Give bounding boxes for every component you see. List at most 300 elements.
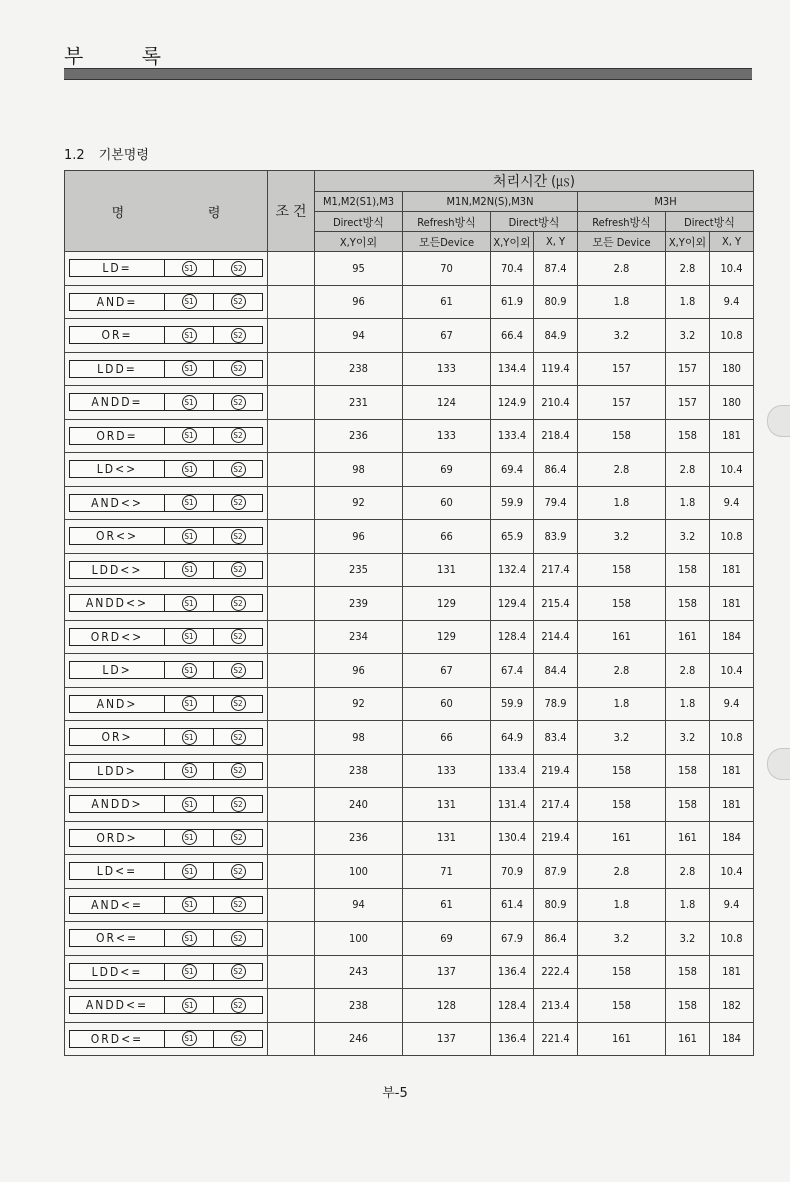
condition-cell [268,553,315,587]
time-value: 133 [403,352,491,386]
table-row [65,955,754,989]
condition-cell [268,721,315,755]
operand-s1 [165,662,214,678]
time-value: 131.4 [491,788,534,822]
operand-s1 [165,830,214,846]
time-value: 235 [315,553,403,587]
time-value: 137 [403,955,491,989]
time-value: 124.9 [491,386,534,420]
operand-s1 [165,562,214,578]
time-value: 59.9 [491,486,534,520]
refresh2-header: Refresh방식 [403,212,491,232]
command-cell [65,922,268,956]
time-value: 9.4 [710,888,754,922]
condition-cell [268,520,315,554]
time-value: 9.4 [710,285,754,319]
table-row [65,888,754,922]
operand-s2-label: S2 [231,931,246,946]
time-value: 158 [666,553,710,587]
command-name: AND> [70,696,165,712]
operand-s2 [214,461,262,477]
time-value: 59.9 [491,687,534,721]
time-value: 158 [666,587,710,621]
time-value: 66 [403,721,491,755]
col-header: X,Y이외 [491,232,534,252]
operand-s1 [165,260,214,276]
time-value: 3.2 [666,721,710,755]
operand-s2-label: S2 [231,428,246,443]
operand-s2-label: S2 [231,763,246,778]
time-value: 137 [403,1022,491,1056]
operand-s1 [165,796,214,812]
time-value: 181 [710,419,754,453]
operand-s1-label: S1 [182,763,197,778]
command-cell [65,252,268,286]
command-header: 명 령 [65,171,268,252]
command-name: LD= [70,260,165,276]
time-value: 238 [315,754,403,788]
time-value: 87.9 [534,855,578,889]
time-value: 128.4 [491,620,534,654]
time-value: 2.8 [666,654,710,688]
col-header: X,Y이외 [315,232,403,252]
time-value: 67 [403,319,491,353]
time-value: 2.8 [578,855,666,889]
operand-s2-label: S2 [231,964,246,979]
time-value: 124 [403,386,491,420]
time-value: 95 [315,252,403,286]
time-value: 67 [403,654,491,688]
time-value: 180 [710,352,754,386]
time-value: 210.4 [534,386,578,420]
operand-s1-label: S1 [182,328,197,343]
command-box [69,996,263,1014]
condition-cell [268,587,315,621]
time-value: 158 [666,989,710,1023]
command-name: ORD<> [70,629,165,645]
command-cell [65,955,268,989]
table-row [65,285,754,319]
time-value: 157 [666,386,710,420]
time-value: 3.2 [578,922,666,956]
operand-s1-label: S1 [182,730,197,745]
time-value: 236 [315,821,403,855]
operand-s2 [214,930,262,946]
time-value: 60 [403,486,491,520]
operand-s1-label: S1 [182,797,197,812]
operand-s2 [214,260,262,276]
operand-s2 [214,394,262,410]
group3-header: M3H [578,192,754,212]
operand-s2-label: S2 [231,562,246,577]
time-value: 181 [710,553,754,587]
command-box [69,527,263,545]
appendix-header: 부 록 [64,44,187,68]
operand-s2 [214,763,262,779]
table-row [65,520,754,554]
command-cell [65,520,268,554]
operand-s1 [165,863,214,879]
time-value: 129 [403,587,491,621]
time-value: 184 [710,821,754,855]
time-value: 157 [666,352,710,386]
operand-s1 [165,1031,214,1047]
command-box [69,326,263,344]
command-box [69,427,263,445]
operand-s2-label: S2 [231,294,246,309]
command-name: ANDD= [70,394,165,410]
operand-s2-label: S2 [231,663,246,678]
time-value: 184 [710,1022,754,1056]
command-box [69,963,263,981]
time-value: 2.8 [666,252,710,286]
command-box [69,293,263,311]
operand-s2 [214,528,262,544]
condition-cell [268,352,315,386]
operand-s1 [165,428,214,444]
command-box [69,1030,263,1048]
time-value: 83.9 [534,520,578,554]
time-value: 184 [710,620,754,654]
operand-s1 [165,495,214,511]
condition-cell [268,1022,315,1056]
command-box [69,695,263,713]
time-value: 236 [315,419,403,453]
operand-s2 [214,863,262,879]
operand-s1-label: S1 [182,696,197,711]
operand-s1 [165,327,214,343]
time-value: 239 [315,587,403,621]
command-box [69,628,263,646]
command-box [69,460,263,478]
operand-s2 [214,729,262,745]
command-box [69,494,263,512]
operand-s1 [165,394,214,410]
time-value: 10.8 [710,520,754,554]
operand-s2-label: S2 [231,361,246,376]
time-value: 132.4 [491,553,534,587]
direct2-header: Direct방식 [491,212,578,232]
command-cell [65,855,268,889]
condition-cell [268,252,315,286]
command-box [69,795,263,813]
operand-s1 [165,528,214,544]
time-value: 158 [578,955,666,989]
section-name: 기본명령 [98,148,149,163]
time-value: 136.4 [491,955,534,989]
time-value: 1.8 [666,486,710,520]
table-row [65,989,754,1023]
time-value: 217.4 [534,788,578,822]
time-value: 133.4 [491,419,534,453]
time-value: 1.8 [578,285,666,319]
operand-s2 [214,897,262,913]
time-value: 181 [710,788,754,822]
table-row [65,352,754,386]
command-name: AND<= [70,897,165,913]
time-value: 60 [403,687,491,721]
time-value: 87.4 [534,252,578,286]
command-name: ANDD<= [70,997,165,1013]
operand-s2 [214,997,262,1013]
table-row [65,486,754,520]
table-row [65,419,754,453]
time-value: 1.8 [666,285,710,319]
time-value: 83.4 [534,721,578,755]
table-row [65,654,754,688]
time-value: 130.4 [491,821,534,855]
operand-s1-label: S1 [182,529,197,544]
table-row [65,754,754,788]
time-value: 219.4 [534,821,578,855]
table-row [65,687,754,721]
time-value: 219.4 [534,754,578,788]
operand-s1-label: S1 [182,964,197,979]
time-value: 119.4 [534,352,578,386]
condition-cell [268,453,315,487]
punch-hole [767,405,790,437]
time-value: 66.4 [491,319,534,353]
time-value: 217.4 [534,553,578,587]
command-name: ANDD> [70,796,165,812]
operand-s2-label: S2 [231,897,246,912]
command-cell [65,553,268,587]
operand-s2-label: S2 [231,596,246,611]
operand-s1-label: S1 [182,596,197,611]
time-value: 134.4 [491,352,534,386]
time-value: 94 [315,319,403,353]
operand-s2 [214,629,262,645]
time-value: 71 [403,855,491,889]
time-value: 70 [403,252,491,286]
command-cell [65,888,268,922]
operand-s2-label: S2 [231,998,246,1013]
operand-s2-label: S2 [231,1031,246,1046]
command-name: ORD<= [70,1031,165,1047]
command-cell [65,1022,268,1056]
time-value: 131 [403,788,491,822]
command-box [69,561,263,579]
col-header: 모든 Device [578,232,666,252]
time-value: 10.4 [710,453,754,487]
time-value: 240 [315,788,403,822]
operand-s2 [214,294,262,310]
operand-s2-label: S2 [231,395,246,410]
operand-s2 [214,964,262,980]
time-value: 3.2 [578,319,666,353]
time-value: 129.4 [491,587,534,621]
operand-s1 [165,294,214,310]
time-value: 1.8 [578,687,666,721]
command-name: ORD> [70,830,165,846]
command-box [69,728,263,746]
command-name: OR<= [70,930,165,946]
time-value: 98 [315,453,403,487]
operand-s2 [214,327,262,343]
time-value: 84.9 [534,319,578,353]
time-value: 64.9 [491,721,534,755]
operand-s2 [214,595,262,611]
command-cell [65,989,268,1023]
time-value: 65.9 [491,520,534,554]
table-row [65,453,754,487]
command-box [69,862,263,880]
time-value: 182 [710,989,754,1023]
command-name: LD<= [70,863,165,879]
table-row [65,922,754,956]
time-value: 161 [578,1022,666,1056]
time-value: 238 [315,352,403,386]
section-number: 1.2 [64,148,85,163]
command-name: ORD= [70,428,165,444]
time-value: 131 [403,553,491,587]
operand-s2-label: S2 [231,462,246,477]
command-box [69,594,263,612]
time-value: 218.4 [534,419,578,453]
time-value: 129 [403,620,491,654]
time-value: 214.4 [534,620,578,654]
condition-cell [268,821,315,855]
time-value: 158 [666,788,710,822]
command-cell [65,587,268,621]
time-value: 9.4 [710,486,754,520]
time-value: 98 [315,721,403,755]
operand-s2 [214,361,262,377]
col-header: 모든Device [403,232,491,252]
time-value: 61 [403,285,491,319]
command-name: LD> [70,662,165,678]
command-name: LD<> [70,461,165,477]
operand-s2-label: S2 [231,495,246,510]
header-rule [64,68,752,80]
time-value: 158 [578,788,666,822]
time-value: 181 [710,754,754,788]
operand-s2-label: S2 [231,797,246,812]
condition-cell [268,486,315,520]
time-value: 78.9 [534,687,578,721]
operand-s1-label: S1 [182,931,197,946]
time-value: 246 [315,1022,403,1056]
table-row [65,553,754,587]
time-value: 61 [403,888,491,922]
time-value: 10.8 [710,721,754,755]
direct3-header: Direct방식 [666,212,754,232]
time-value: 100 [315,855,403,889]
time-value: 2.8 [578,252,666,286]
time-value: 96 [315,520,403,554]
command-box [69,393,263,411]
command-cell [65,620,268,654]
command-name: LDD<> [70,562,165,578]
operand-s1-label: S1 [182,1031,197,1046]
time-value: 158 [666,955,710,989]
group1-header: M1,M2(S1),M3 [315,192,403,212]
operand-s2 [214,1031,262,1047]
time-value: 96 [315,285,403,319]
operand-s2 [214,662,262,678]
time-value: 213.4 [534,989,578,1023]
time-value: 10.4 [710,855,754,889]
time-value: 96 [315,654,403,688]
time-value: 243 [315,955,403,989]
time-value: 92 [315,486,403,520]
time-value: 131 [403,821,491,855]
time-value: 231 [315,386,403,420]
operand-s1-label: S1 [182,495,197,510]
time-value: 9.4 [710,687,754,721]
command-cell [65,754,268,788]
time-value: 158 [666,754,710,788]
command-name: LDD<= [70,964,165,980]
operand-s2-label: S2 [231,261,246,276]
time-value: 158 [578,754,666,788]
condition-cell [268,754,315,788]
condition-cell [268,955,315,989]
operand-s1-label: S1 [182,663,197,678]
command-cell [65,721,268,755]
condition-cell [268,888,315,922]
condition-header: 조 건 [268,171,315,252]
condition-cell [268,319,315,353]
operand-s2 [214,830,262,846]
operand-s2-label: S2 [231,830,246,845]
command-cell [65,654,268,688]
table-row [65,252,754,286]
time-value: 157 [578,352,666,386]
time-value: 133 [403,419,491,453]
col-header: X, Y [710,232,754,252]
operand-s2 [214,562,262,578]
operand-s1-label: S1 [182,395,197,410]
command-name: OR> [70,729,165,745]
condition-cell [268,620,315,654]
time-value: 158 [578,587,666,621]
condition-cell [268,989,315,1023]
col-header: X,Y이외 [666,232,710,252]
operand-s1-label: S1 [182,830,197,845]
time-value: 180 [710,386,754,420]
time-value: 66 [403,520,491,554]
time-value: 161 [578,821,666,855]
time-value: 136.4 [491,1022,534,1056]
operand-s1-label: S1 [182,562,197,577]
operand-s1-label: S1 [182,294,197,309]
command-box [69,896,263,914]
time-value: 61.9 [491,285,534,319]
col-header: X, Y [534,232,578,252]
table-row [65,1022,754,1056]
time-value: 234 [315,620,403,654]
time-value: 67.9 [491,922,534,956]
time-value: 3.2 [578,721,666,755]
time-value: 222.4 [534,955,578,989]
time-value: 67.4 [491,654,534,688]
operand-s2-label: S2 [231,529,246,544]
time-value: 70.9 [491,855,534,889]
time-value: 3.2 [578,520,666,554]
operand-s2 [214,696,262,712]
time-value: 157 [578,386,666,420]
command-name: OR<> [70,528,165,544]
time-value: 86.4 [534,922,578,956]
time-value: 2.8 [666,453,710,487]
table-row [65,319,754,353]
operand-s2-label: S2 [231,629,246,644]
operand-s1 [165,696,214,712]
table-row [65,620,754,654]
time-value: 221.4 [534,1022,578,1056]
time-value: 69 [403,922,491,956]
